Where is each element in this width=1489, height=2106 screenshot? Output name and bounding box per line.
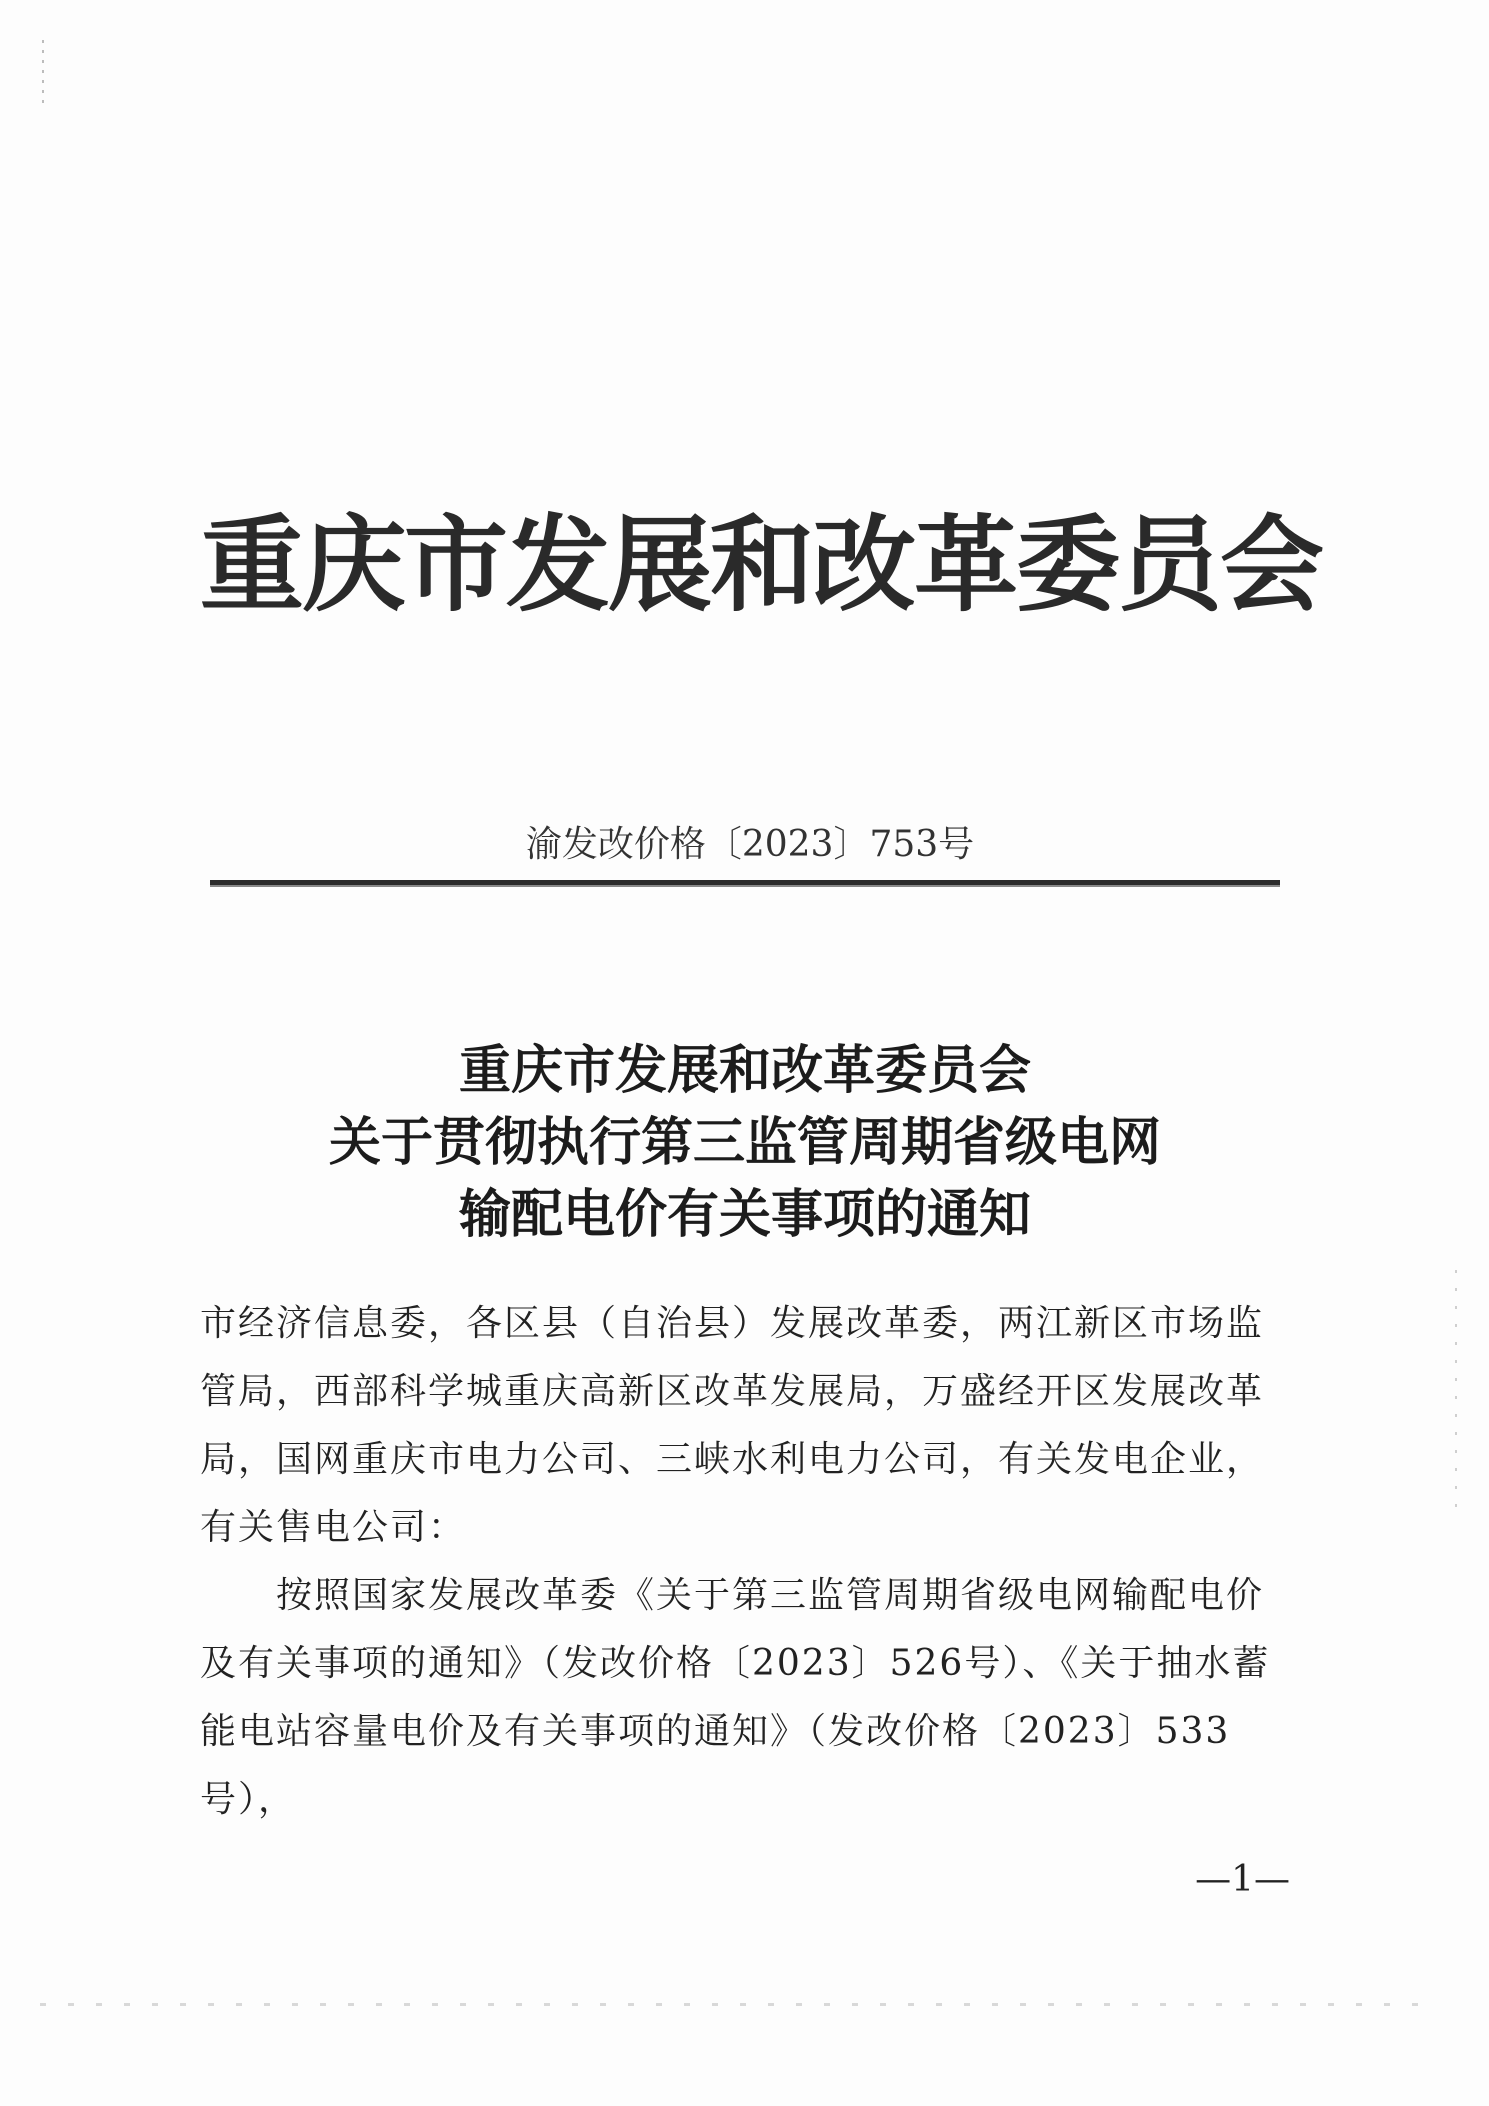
document-number: 渝发改价格〔2023〕753号 (525, 824, 975, 865)
title-line-3: 输配电价有关事项的通知 (458, 1185, 1031, 1245)
document-title (250, 1035, 1240, 1251)
title-line-1: 重庆市发展和改革委员会 (458, 1041, 1031, 1101)
issuing-organization-banner: 重庆市发展和改革委员会 (200, 504, 1323, 626)
scan-artifact-bottom (40, 2003, 1440, 2006)
scan-artifact-left (42, 40, 44, 110)
addressees-paragraph: 市经济信息委，各区县（自治县）发展改革委，两江新区市场监管局，西部科学城重庆高新区改革发展局，万盛经开区发展改革局，国网重庆市电力公司、三峡水利电力公司，有关发电企业，有关售电公司： (200, 1303, 1265, 1548)
title-line-2: 关于贯彻执行第三监管周期省级电网 (328, 1113, 1161, 1173)
scan-artifact-right (1455, 1270, 1457, 1520)
document-body (200, 1290, 1280, 1834)
header-divider-line (210, 880, 1280, 887)
body-paragraph-1: 按照国家发展改革委《关于第三监管周期省级电网输配电价及有关事项的通知》（发改价格〔2023〕526号）、《关于抽水蓄能电站容量电价及有关事项的通知》（发改价格〔2023〕533号）， (200, 1575, 1271, 1820)
page-number: —1— (1195, 1859, 1290, 1900)
